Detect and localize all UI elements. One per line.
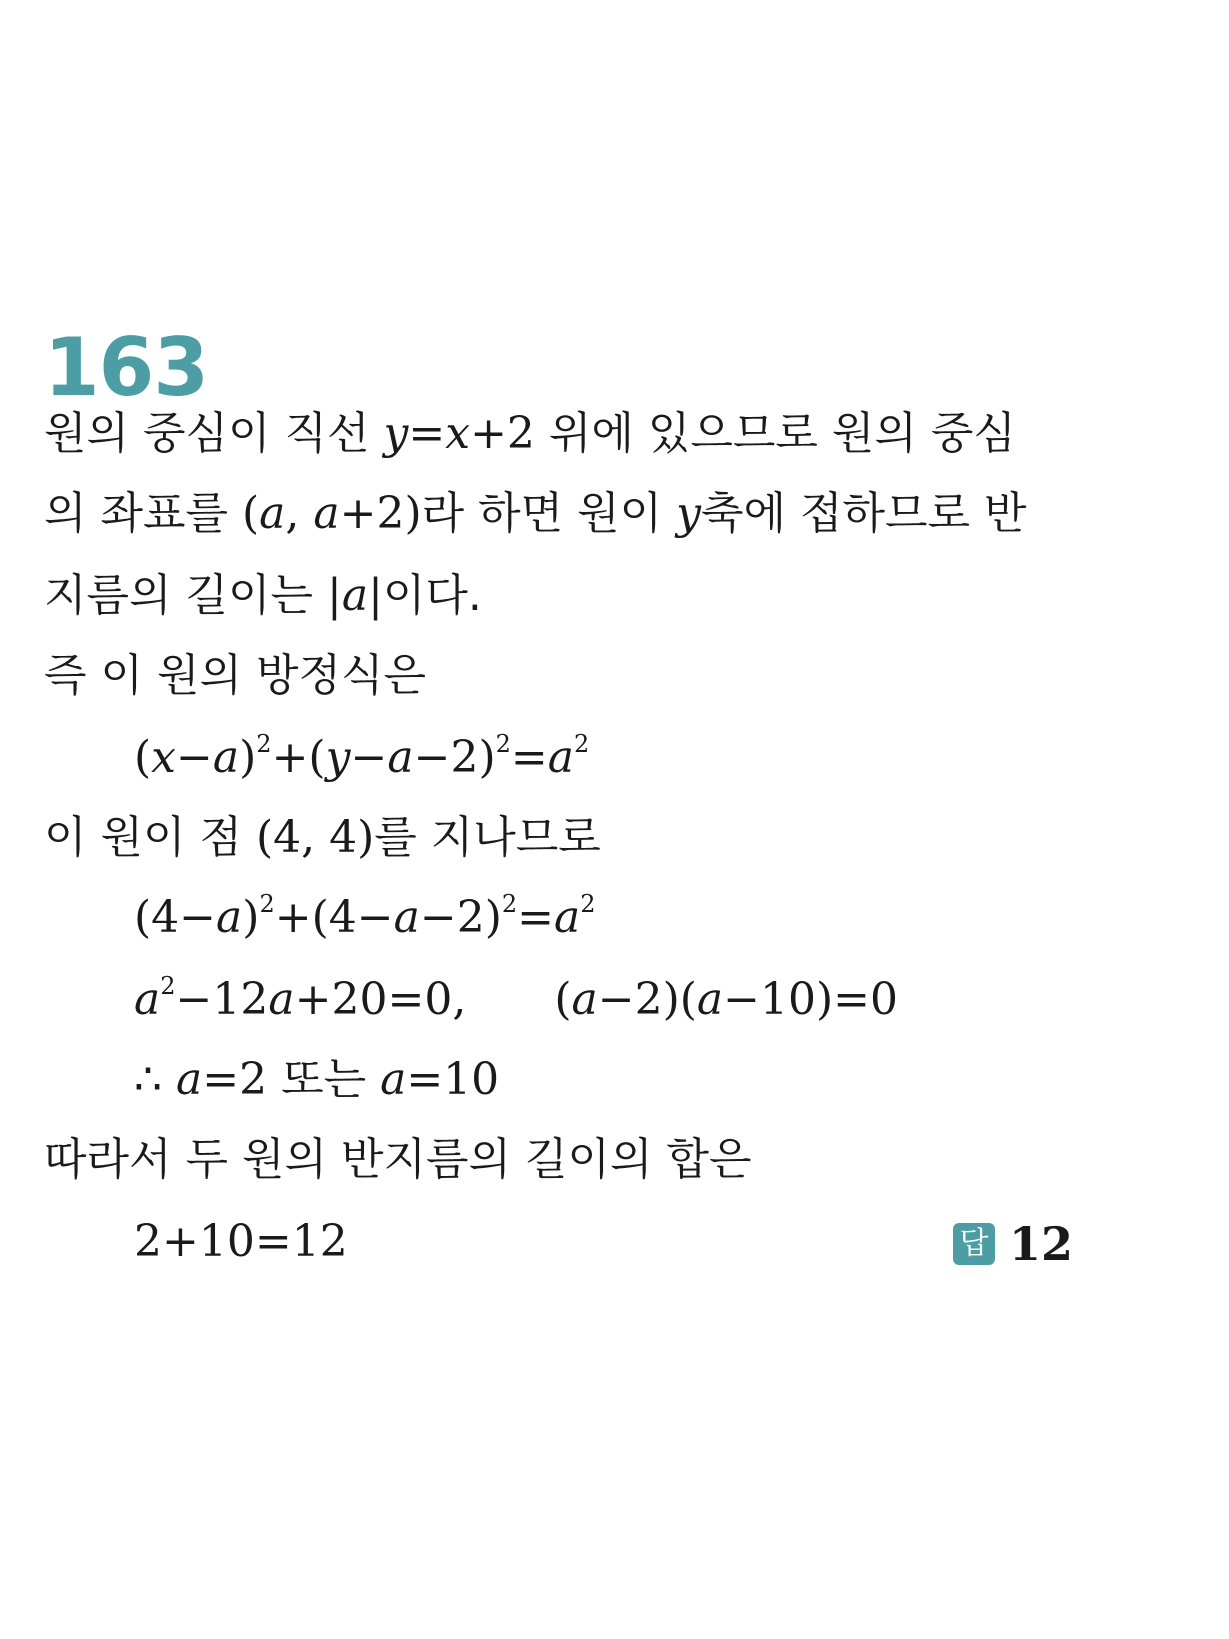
- equation-quadratic: [134, 972, 898, 1028]
- problem-number: 163: [44, 321, 208, 414]
- exponent: 2: [501, 890, 518, 918]
- answer-label-badge: 답: [953, 1223, 995, 1265]
- math-text: +20=0,: [294, 974, 467, 1025]
- math-text: (: [554, 974, 572, 1025]
- var-a: a: [134, 974, 161, 1025]
- var-a: a: [571, 974, 598, 1025]
- math-text: (: [242, 488, 260, 539]
- var-x: x: [445, 408, 471, 459]
- exponent: 2: [259, 890, 275, 918]
- var-a: a: [216, 892, 243, 943]
- abs-bar: |: [368, 570, 383, 621]
- math-text: −2): [413, 732, 496, 783]
- var-a: a: [387, 732, 414, 783]
- text: 또는: [281, 1054, 381, 1105]
- exponent: 2: [495, 730, 511, 758]
- math-text: +2): [339, 488, 422, 539]
- math-text: 2+10=12: [134, 1216, 348, 1267]
- var-a: a: [268, 974, 295, 1025]
- math-text: =: [517, 892, 555, 943]
- math-text: =: [510, 732, 548, 783]
- solution-line-10: [44, 1132, 752, 1188]
- text: 원의 중심이 직선: [44, 408, 384, 459]
- math-text: −10)=0: [723, 974, 899, 1025]
- var-x: x: [151, 732, 176, 783]
- exponent: 2: [580, 890, 596, 918]
- answer-value: 12: [1008, 1217, 1073, 1271]
- math-text: =2: [202, 1054, 282, 1105]
- var-a: a: [313, 488, 340, 539]
- exponent: 2: [256, 730, 272, 758]
- exponent: 2: [160, 972, 176, 1000]
- math-text: ,: [285, 488, 314, 539]
- var-a: a: [259, 488, 286, 539]
- text: 의 좌표를: [44, 488, 242, 539]
- var-y: y: [383, 408, 409, 459]
- var-a: a: [341, 570, 369, 621]
- text: 라 하면 원이: [421, 488, 677, 539]
- answer-block: [953, 1216, 1073, 1272]
- math-text: −2)(: [597, 974, 697, 1025]
- abs-bar: |: [327, 570, 342, 621]
- text: 이다.: [382, 570, 482, 621]
- text: 지름의 길이는: [44, 570, 327, 621]
- text: 축에 접하므로 반: [701, 488, 1027, 539]
- var-a: a: [380, 1054, 407, 1105]
- text: 위에 있으므로 원의 중심: [534, 408, 1016, 459]
- solution-line-3: [44, 568, 482, 624]
- var-a: a: [554, 892, 581, 943]
- equation-circle: [134, 730, 589, 786]
- var-a: a: [175, 1054, 203, 1105]
- math-text: −: [350, 732, 388, 783]
- math-text: (4−: [134, 892, 217, 943]
- var-y: y: [676, 488, 701, 539]
- math-text: −12: [175, 974, 269, 1025]
- math-text: +2: [470, 408, 535, 459]
- solution-line-2: [44, 486, 1027, 542]
- text: 를 지나므로: [374, 812, 601, 863]
- text: 즉 이 원의 방정식은: [44, 650, 426, 701]
- math-text: +(4−: [274, 892, 394, 943]
- equation-substitution: [134, 890, 596, 946]
- solution-line-4: [44, 648, 426, 704]
- therefore-symbol: ∴: [134, 1054, 176, 1105]
- text: 따라서 두 원의 반지름의 길이의 합은: [44, 1134, 752, 1185]
- math-text: −: [176, 732, 213, 783]
- solution-line-6: [44, 810, 601, 866]
- math-text: (: [134, 732, 152, 783]
- var-a: a: [696, 974, 724, 1025]
- math-text: +(: [271, 732, 326, 783]
- math-text: ): [242, 892, 260, 943]
- var-a: a: [212, 732, 240, 783]
- solution-line-1: [44, 406, 1016, 462]
- equation-solutions: [134, 1052, 499, 1108]
- math-text: =10: [406, 1054, 500, 1105]
- math-text: −2): [419, 892, 502, 943]
- text: 이 원이 점: [44, 812, 256, 863]
- point-coords: (4, 4): [255, 812, 375, 863]
- math-text: ): [239, 732, 257, 783]
- var-y: y: [325, 732, 351, 783]
- var-a: a: [547, 732, 574, 783]
- equation-sum: [134, 1214, 348, 1270]
- var-a: a: [393, 892, 420, 943]
- exponent: 2: [574, 730, 590, 758]
- equals-sign: =: [408, 408, 446, 459]
